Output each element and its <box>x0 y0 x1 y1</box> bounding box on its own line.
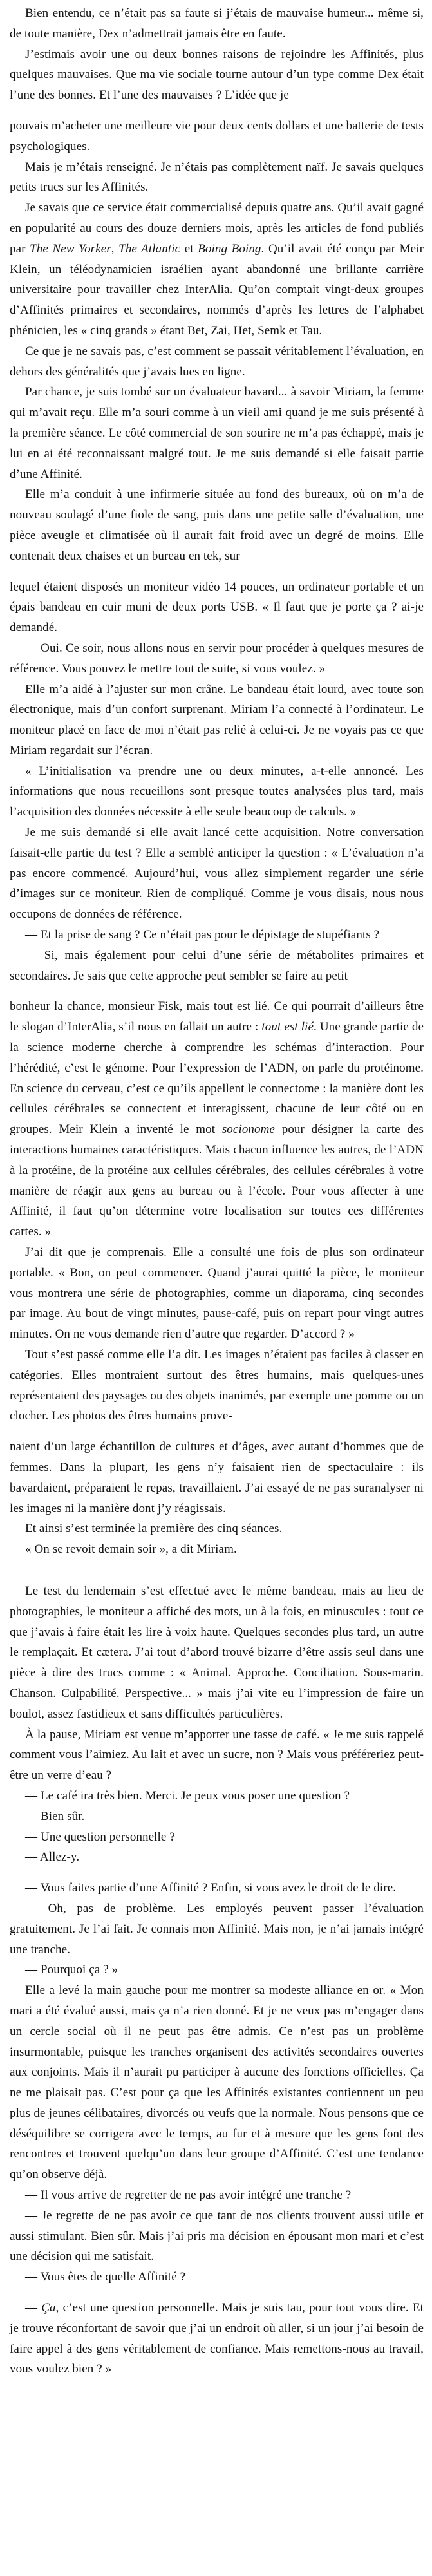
paragraph <box>10 1519 424 1539</box>
text-segment: — Oui. Ce soir, nous allons nous en servir pour procéder à quelques mesures de référence. Vous pouvez le mettre tout de suite, si vous voulez. » <box>10 641 424 676</box>
text-segment: lequel étaient disposés un moniteur vidéo 14 pouces, un ordinateur portable et un épais bandeau en cuir muni de deux ports USB. « Il faut que je porte ça ? ai-je demandé. <box>10 580 424 635</box>
paragraph <box>10 945 424 987</box>
text-segment: J’ai dit que je comprenais. Elle a consulté une fois de plus son ordinateur portable. « Bon, on peut commencer. Quand j’aurai quitté la pièce, le moniteur vous montrera une série de photographies, comme un diaporama, cinq secondes par image. Au bout de vingt minutes, pause-café, puis on repart pour vingt autres minutes. On ne vous demande rien d’autre que regarder. D’accord ? » <box>10 1245 424 1341</box>
text-segment: . Qu’il avait été conçu par Meir Klein, un téléodynamicien israélien ayant abandonné une brillante carrière universitaire pour travailler chez InterAlia. Qu’on comptait vingt-deux groupes d’Affinités primaires et secondaires, nommés d’après les lettres de l’alphabet phénicien, les « cinq grands » étant Bet, Zai, Het, Semk et Tau. <box>10 242 424 337</box>
text-segment: et <box>180 242 198 256</box>
paragraph <box>10 1878 424 1899</box>
text-segment: bonheur la chance, monsieur Fisk, mais tout est lié. Ce qui pourrait d’ailleurs être le slogan d’InterAlia, s’il nous en fallait un autre : <box>10 999 424 1034</box>
paragraph <box>10 1437 424 1519</box>
paragraph <box>10 1960 424 1980</box>
paragraph <box>10 577 424 638</box>
text-segment: Je savais que ce service était commercialisé depuis quatre ans. Qu’il avait gagné en popularité au cours des douze derniers mois, après les articles de fond publiés par <box>10 201 424 256</box>
text-segment: Et ainsi s’est terminée la première des cinq séances. <box>25 1522 283 1536</box>
text-segment: Tout s’est passé comme elle l’a dit. Les images n’étaient pas faciles à classer en catégories. Elles montraient surtout des êtres humains, mais quelques-unes représentaient des paysages ou des objets inanimés, par exemple une pomme ou un clocher. Les photos des êtres humains prove- <box>10 1348 424 1423</box>
paragraph <box>10 761 424 822</box>
italic-text-segment: Boing Boing <box>198 242 261 256</box>
paragraph <box>10 1725 424 1786</box>
paragraph <box>10 1786 424 1806</box>
text-segment: pouvais m’acheter une meilleure vie pour deux cents dollars et une batterie de tests psychologiques. <box>10 118 424 153</box>
text-segment: — Si, mais également pour celui d’une série de métabolites primaires et secondaires. Je sais que cette approche peut sembler se faire au petit <box>10 948 424 983</box>
paragraph <box>10 822 424 925</box>
text-segment: Elle m’a conduit à une infirmerie située au fond des bureaux, où on m’a de nouveau soulagé d’une fiole de sang, puis dans une petite salle d’évaluation, une pièce aveugle et climatisée où il aurait fait froid avec un degré de moins. Elle contenait deux chaises et un bureau en tek, sur <box>10 488 424 563</box>
paragraph <box>10 925 424 945</box>
text-segment: « L’initialisation va prendre une ou deux minutes, a-t-elle annoncé. Les informations que nous recueillons sont presque toutes analysées plus tard, mais l’acquisition des données nécessite à elle seule beaucoup de calculs. » <box>10 764 424 819</box>
book-text <box>10 3 424 2380</box>
text-segment: Elle m’a aidé à l’ajuster sur mon crâne. Le bandeau était lourd, avec toute son électronique, mais d’un confort surprenant. Miriam l’a connecté à l’ordinateur. Le moniteur placé en face de moi n’était pas relié à celui-ci. Je ne voyais pas ce que Miriam regardait sur l’écran. <box>10 682 424 757</box>
text-segment: , c’est une question personnelle. Mais je suis tau, pour tout vous dire. Et je trouve réconfortant de savoir que j’ai un endroit où aller, si un jour j’ai besoin de faire appel à des gens véritablement de confiance. Mais remettons-nous au travail, vous voulez bien ? » <box>10 2301 424 2376</box>
text-segment: — Vous êtes de quelle Affinité ? <box>25 2270 186 2284</box>
paragraph <box>10 1827 424 1848</box>
paragraph <box>10 638 424 679</box>
text-segment: — Bien sûr. <box>25 1809 85 1823</box>
text-segment: Le test du lendemain s’est effectué avec le même bandeau, mais au lieu de photographies, le moniteur a affiché des mots, un à la fois, en minuscules : tout ce que j’avais à faire était les lire à voix haute. Quelques secondes plus tard, un autre le remplaçait. Et cætera. J’ai tout d’abord trouvé bizarre d’être assis seul dans une pièce à dire des trucs comme : « Animal. Approche. Conciliation. Sous-marin. Chanson. Culpabilité. Perspective... » mais j’ai vite eu l’impression de faire un boulot, assez fastidieux et sans difficultés particulières. <box>10 1584 424 1721</box>
text-segment: À la pause, Miriam est venue m’apporter une tasse de café. « Je me suis rappelé comment vous l’aimiez. Au lait et avec un sucre, non ? Mais vous préféreriez peut-être un verre d’eau ? <box>10 1727 424 1783</box>
paragraph <box>10 679 424 761</box>
text-segment: — Il vous arrive de regretter de ne pas avoir intégré une tranche ? <box>25 2188 352 2202</box>
text-segment: Par chance, je suis tombé sur un évaluateur bavard... à savoir Miriam, la femme qui m’avait reçu. Elle m’a souri comme à un vieil ami quand je me suis présenté à la première séance. Le côté commercial de son sourire ne m’a pas échappé, mais je lui en ai été reconnaissant malgré tout. Je me suis demandé si elle faisait partie d’une Affinité. <box>10 385 424 481</box>
text-segment: , <box>111 242 119 256</box>
paragraph <box>10 1899 424 1960</box>
text-segment: Elle a levé la main gauche pour me montrer sa modeste alliance en or. « Mon mari a été évalué aussi, mais ça n’a rien donné. Et je ne veux pas m’engager dans un cercle social où il ne peut pas être admis. Ce n’est pas un problème insurmontable, puisque les tranches organisent des activités secondaires ouvertes aux conjoints. Mais il n’aurait pu participer à aucune des fonctions officielles. Ça ne me plaisait pas. C’est pour ça que les Affinités existantes contiennent un peu plus de jeunes célibataires, divorcés ou veufs que la normale. Nous pensons que ce déséquilibre se corrigera avec le temps, au fur et à mesure que les gens font des rencontres et trouvent quelqu’un dans leur groupe d’Affinité. C’est une tendance qu’on observe déjà. <box>10 1984 424 2182</box>
paragraph <box>10 382 424 484</box>
text-segment: — Une question personnelle ? <box>25 1830 175 1844</box>
text-segment: Ce que je ne savais pas, c’est comment se passait véritablement l’évaluation, en dehors des généralités que j’avais lues en ligne. <box>10 344 424 379</box>
text-segment: Je me suis demandé si elle avait lancé cette acquisition. Notre conversation faisait-elle partie du test ? Elle a semblé anticiper la question : « L’évaluation n’a pas encore commencé. Aujourd’hui, vous allez simplement regarder une série d’images sur ce moniteur. Rien de compliqué. Comme je vous disais, nous nous occupons de données de référence. <box>10 826 424 922</box>
paragraph <box>10 1806 424 1827</box>
paragraph <box>10 2206 424 2267</box>
text-segment: Mais je m’étais renseigné. Je n’étais pas complètement naïf. Je savais quelques petits trucs sur les Affinités. <box>10 160 424 194</box>
text-segment: . Une grande partie de la science moderne cherche à comprendre les schémas d’interaction. Pour l’hérédité, c’est le génome. Pour l’expression de l’ADN, on parle du protéinome. En science du cerveau, c’est ce qu’ils appellent le connectome : la manière dont les cellules cérébrales se connectent et interagissent, chacune de leur côté ou en groupes. Meir Klein a inventé le mot <box>10 1020 424 1137</box>
text-segment: Bien entendu, ce n’était pas sa faute si j’étais de mauvaise humeur... même si, de toute manière, Dex n’admettrait jamais être en faute. <box>10 6 424 41</box>
paragraph <box>10 116 424 157</box>
text-segment: « On se revoit demain soir », a dit Miriam. <box>25 1542 237 1557</box>
italic-text-segment: Ça <box>41 2301 56 2315</box>
text-segment: — <box>25 2301 42 2315</box>
paragraph <box>10 1581 424 1725</box>
paragraph <box>10 484 424 566</box>
paragraph <box>10 3 424 44</box>
text-segment: — Oh, pas de problème. Les employés peuvent passer l’évaluation gratuitement. Je l’ai fait. Je connais mon Affinité. Mais non, je n’ai jamais intégré une tranche. <box>10 1901 424 1956</box>
paragraph <box>10 996 424 1242</box>
italic-text-segment: The Atlantic <box>118 242 181 256</box>
paragraph <box>10 1345 424 1426</box>
paragraph <box>10 198 424 341</box>
text-segment: — Vous faites partie d’une Affinité ? Enfin, si vous avez le droit de le dire. <box>25 1881 397 1895</box>
italic-text-segment: The New Yorker <box>30 242 111 256</box>
paragraph <box>10 2267 424 2287</box>
paragraph <box>10 44 424 106</box>
text-segment: — Le café ira très bien. Merci. Je peux vous poser une question ? <box>25 1788 350 1803</box>
paragraph <box>10 1847 424 1868</box>
paragraph <box>10 2298 424 2380</box>
paragraph <box>10 1980 424 2185</box>
paragraph <box>10 2185 424 2206</box>
text-segment: — Et la prise de sang ? Ce n’était pas pour le dépistage de stupéfiants ? <box>25 928 380 942</box>
text-segment: J’estimais avoir une ou deux bonnes raisons de rejoindre les Affinités, plus quelques mauvaises. Que ma vie sociale tourne autour d’un type comme Dex était l’une des bonnes. Et l’une des mauvaises ? L’idée que je <box>10 47 424 102</box>
text-segment: naient d’un large échantillon de cultures et d’âges, avec autant d’hommes que de femmes. Dans la plupart, les gens n’y faisaient rien de spectaculaire : ils bavardaient, préparaient le repas, travaillaient. J’ai essayé de ne pas suranalyser ni les images ni la manière dont j’y réagissais. <box>10 1440 424 1515</box>
text-segment: pour désigner la carte des interactions humaines caractéristiques. Mais chacun influence les autres, de l’ADN à la protéine, de la protéine aux cellules cérébrales, des cellules cérébrales à votre manière de réagir aux gens au bureau ou à l’école. Pour vous affecter à une Affinité, il faut qu’on détermine votre localisation sur toutes ces différentes cartes. » <box>10 1122 424 1239</box>
paragraph <box>10 1242 424 1345</box>
italic-text-segment: tout est lié <box>261 1020 314 1034</box>
italic-text-segment: socionome <box>221 1122 275 1137</box>
paragraph <box>10 341 424 383</box>
paragraph <box>10 1539 424 1560</box>
text-segment: — Pourquoi ça ? » <box>25 1963 118 1977</box>
text-segment: — Allez-y. <box>25 1850 80 1864</box>
text-segment: — Je regrette de ne pas avoir ce que tant de nos clients trouvent aussi utile et aussi stimulant. Bien sûr. Mais j’ai pris ma décision en épousant mon mari et c’est une décision qui me satisfait. <box>10 2208 424 2264</box>
paragraph <box>10 157 424 198</box>
